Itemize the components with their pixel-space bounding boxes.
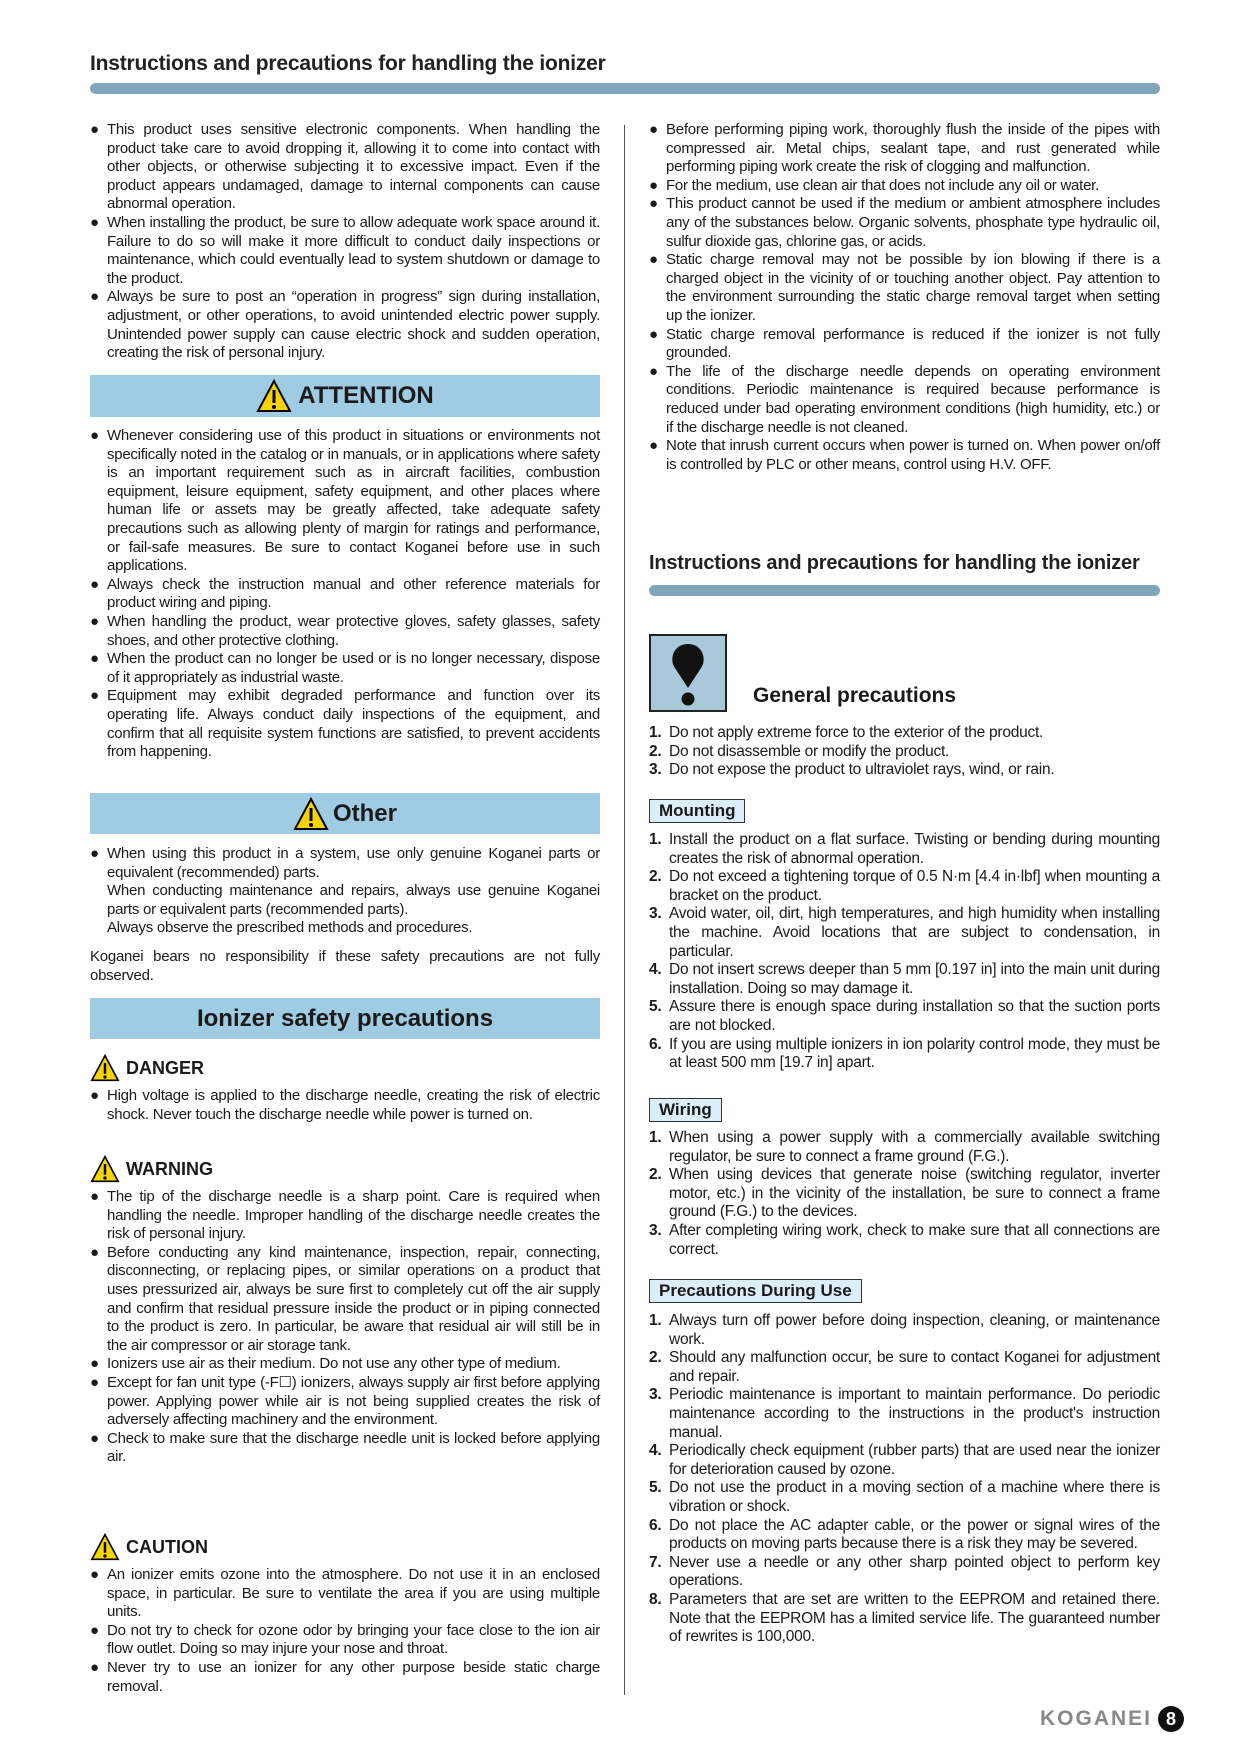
other-item: When conducting maintenance and repairs, always use genuine Koganei parts or equivalent parts (recommended parts).	[107, 882, 600, 918]
list-item: ● Never try to use an ionizer for any other purpose beside static charge removal.	[90, 1659, 600, 1696]
list-item	[649, 743, 1160, 762]
mounting-tag: Mounting	[649, 799, 745, 823]
right-intro-list	[649, 121, 1160, 474]
item-number: 2.	[649, 1349, 662, 1367]
list-item: ● Do not try to check for ozone odor by bringing your face close to the ion air flow outlet. Doing so may injure your nose and throat.	[90, 1622, 600, 1659]
list-item: ● Static charge removal may not be possible by ion blowing if there is a charged object in the vicinity of or touching another object. Pay attention to the environment surrounding the static charge removal target when setting up the ionizer.	[649, 251, 1160, 325]
list-item	[649, 1442, 1160, 1479]
section-title: Instructions and precautions for handling the ionizer	[649, 552, 1140, 574]
item-number: 5.	[649, 1479, 662, 1497]
list-item	[649, 1591, 1160, 1647]
list-item: ● Before conducting any kind maintenance, inspection, repair, connecting, disconnecting, or replacing pipes, or similar operations on a product that uses pressurized air, always be sure first to completely cut off the air supply and confirm that residual pressure inside the product or in piping connected to the product is zero. In particular, be aware that residual air will still be in the air compressor or air storage tank.	[90, 1244, 600, 1356]
item-number: 2.	[649, 1166, 662, 1184]
wiring-list	[649, 1129, 1160, 1259]
list-item: ● An ionizer emits ozone into the atmosphere. Do not use it in an enclosed space, in particular. Be sure to ventilate the area if you are using multiple units.	[90, 1566, 600, 1622]
list-item: ● Equipment may exhibit degraded performance and function over its operating life. Always conduct daily inspections of the equipment, and confirm that all requisite system functions are satisfied, to prevent accidents from happening.	[90, 687, 600, 761]
list-item: ● Before performing piping work, thoroughly flush the inside of the pipes with compressed air. Metal chips, sealant tape, and rust generated while performing piping work create the risk of clogging and malfunction.	[649, 121, 1160, 177]
footer	[1040, 1706, 1184, 1732]
item-text: Always turn off power before doing inspection, cleaning, or maintenance work.	[669, 1312, 1160, 1348]
page-number: 8	[1158, 1706, 1184, 1732]
section-bar	[649, 585, 1160, 596]
item-text: Never use a needle or any other sharp pointed object to perform key operations.	[669, 1553, 1160, 1590]
list-item: ● Whenever considering use of this product in situations or environments not specifically noted in the catalog or in manuals, or in applications where safety is an important requirement such as in aircraft facilities, combustion equipment, leisure equipment, safety equipment, and other places where human life or assets may be greatly affected, take adequate safety precautions such as allowing plenty of margin for ratings and performance, or fail-safe measures. Be sure to contact Koganei before use in such applications.	[90, 427, 600, 576]
item-text: After completing wiring work, check to make sure that all connections are correct.	[669, 1221, 1160, 1258]
warning-title: WARNING	[126, 1158, 213, 1179]
item-number: 4.	[649, 1442, 662, 1460]
list-item: ● Always be sure to post an “operation in progress” sign during installation, adjustment, or other operations, to avoid unintended electric power supply. Unintended power supply can cause electric shock and sudden operation, creating the risk of personal injury.	[90, 288, 600, 362]
item-number: 1.	[649, 1312, 662, 1329]
danger-title: DANGER	[126, 1057, 205, 1078]
list-item: ● For the medium, use clean air that does not include any oil or water.	[649, 177, 1160, 196]
item-text: Periodically check equipment (rubber parts) that are used near the ionizer for deterioration caused by ozone.	[669, 1442, 1160, 1478]
item-text: Avoid water, oil, dirt, high temperatures, and high humidity when installing the machine. Avoid locations that are subject to condensation, in particular.	[669, 905, 1160, 960]
danger-list	[90, 1087, 600, 1124]
column-divider	[624, 125, 625, 1695]
item-number: 1.	[649, 724, 662, 741]
item-number: 2.	[649, 742, 662, 760]
list-item	[649, 1517, 1160, 1554]
item-number: 6.	[649, 1516, 662, 1534]
title-bar	[90, 83, 1160, 94]
disclaimer: Koganei bears no responsibility if these safety precautions are not fully observed.	[90, 948, 600, 984]
caution-title: CAUTION	[126, 1536, 208, 1557]
list-item	[649, 1479, 1160, 1516]
list-item	[649, 961, 1160, 998]
list-item	[649, 1386, 1160, 1442]
item-number: 1.	[649, 831, 662, 848]
item-number: 7.	[649, 1553, 662, 1571]
item-number: 4.	[649, 961, 662, 979]
item-text: Do not exceed a tightening torque of 0.5 N·m [4.4 in·lbf] when mounting a bracket on the product.	[669, 868, 1160, 904]
item-number: 3.	[649, 905, 662, 923]
list-item	[649, 1222, 1160, 1259]
warning-triangle-icon	[256, 379, 292, 413]
ionizer-safety-band	[90, 998, 600, 1039]
list-item: ● When installing the product, be sure to allow adequate work space around it. Failure to do so will make it more difficult to conduct daily inspections or maintenance, which could eventually lead to system shutdown or damage to the product.	[90, 214, 600, 288]
list-item: ● Always check the instruction manual and other reference materials for product wiring and piping.	[90, 576, 600, 613]
list-item: ● Except for fan unit type (-F☐) ionizers, always supply air first before applying power. Applying power while air is not being supplied creates the risk of adversely affecting machinery and the environment.	[90, 1374, 600, 1430]
item-number: 3.	[649, 1221, 662, 1239]
item-text: Periodic maintenance is important to maintain performance. Do periodic maintenance according to the instructions in the product's instruction manual.	[669, 1386, 1160, 1441]
list-item: ● Check to make sure that the discharge needle unit is locked before applying air.	[90, 1430, 600, 1467]
ionizer-safety-title: Ionizer safety precautions	[196, 1004, 494, 1032]
general-list	[649, 724, 1160, 780]
item-text: Do not insert screws deeper than 5 mm [0.197 in] into the main unit during installation. Doing so may damage it.	[669, 961, 1160, 997]
list-item: ● This product cannot be used if the medium or ambient atmosphere includes any of the substances below. Organic solvents, phosphate type hydraulic oil, sulfur dioxide gas, chlorine gas, or acids.	[649, 195, 1160, 251]
attention-list	[90, 427, 600, 762]
item-number: 6.	[649, 1035, 662, 1053]
item-text: If you are using multiple ionizers in ion polarity control mode, they must be at least 500 mm [19.7 in] apart.	[669, 1035, 1160, 1072]
list-item	[649, 1312, 1160, 1349]
list-item: ● When handling the product, wear protective gloves, safety glasses, safety shoes, and other protective clothing.	[90, 613, 600, 650]
item-text: When using devices that generate noise (switching regulator, inverter motor, etc.) in the vicinity of the installation, be sure to connect a frame ground (F.G.) to the devices.	[669, 1166, 1160, 1221]
list-item: ● The life of the discharge needle depends on operating environment conditions. Periodic maintenance is required because performance is reduced under bad operating environment conditions (high humidity, etc.) or if the discharge needle is not cleaned.	[649, 363, 1160, 437]
list-item: ● High voltage is applied to the discharge needle, creating the risk of electric shock. Never touch the discharge needle while power is turned on.	[90, 1087, 600, 1124]
item-text: When using a power supply with a commercially available switching regulator, be sure to connect a frame ground (F.G.).	[669, 1129, 1160, 1165]
list-item	[649, 905, 1160, 961]
item-text: Do not place the AC adapter cable, or the power or signal wires of the products on moving parts because there is a risk they may be severed.	[669, 1516, 1160, 1553]
list-item: ● This product uses sensitive electronic components. When handling the product take care to avoid dropping it, allowing it to come into contact with other objects, or otherwise subjecting it to excessive impact. Even if the product appears undamaged, damage to internal components can cause abnormal operation.	[90, 121, 600, 214]
other-list	[90, 845, 600, 938]
item-text: Should any malfunction occur, be sure to contact Koganei for adjustment and repair.	[669, 1349, 1160, 1385]
item-text: Do not disassemble or modify the product.	[669, 742, 950, 760]
list-item	[649, 1129, 1160, 1166]
exclamation-icon	[649, 634, 727, 712]
list-item	[649, 761, 1160, 780]
other-title: Other	[332, 799, 397, 827]
warning-list	[90, 1188, 600, 1467]
list-item: ● When the product can no longer be used or is no longer necessary, dispose of it appropriately as industrial waste.	[90, 650, 600, 687]
item-number: 5.	[649, 998, 662, 1016]
page-title: Instructions and precautions for handling the ionizer	[90, 52, 606, 75]
caution-list	[90, 1566, 600, 1696]
item-text: Do not expose the product to ultraviolet rays, wind, or rain.	[669, 761, 1055, 779]
intro-list	[90, 121, 600, 363]
other-band	[90, 793, 600, 834]
warning-heading	[90, 1155, 213, 1183]
attention-title: ATTENTION	[298, 382, 434, 409]
koganei-logo: KOGANEI	[1040, 1707, 1153, 1730]
list-item	[649, 868, 1160, 905]
item-text: Parameters that are set are written to the EEPROM and retained there. Note that the EEPROM has a limited service life. The guaranteed number of rewrites is 100,000.	[669, 1590, 1160, 1646]
list-item: ● Ionizers use air as their medium. Do not use any other type of medium.	[90, 1355, 600, 1374]
other-item: Always observe the prescribed methods and procedures.	[107, 919, 473, 937]
warning-triangle-icon	[90, 1155, 120, 1183]
use-list	[649, 1312, 1160, 1647]
wiring-tag: Wiring	[649, 1098, 722, 1122]
item-number: 3.	[649, 1386, 662, 1404]
warning-triangle-icon	[90, 1054, 120, 1082]
list-item	[649, 724, 1160, 743]
list-item	[649, 998, 1160, 1035]
item-text: Do not apply extreme force to the exterior of the product.	[669, 724, 1044, 741]
list-item	[649, 831, 1160, 868]
mounting-list	[649, 831, 1160, 1073]
warning-triangle-icon	[293, 797, 329, 831]
list-item: ● Static charge removal performance is reduced if the ionizer is not fully grounded.	[649, 326, 1160, 363]
item-text: Do not use the product in a moving section of a machine where there is vibration or shock.	[669, 1479, 1160, 1515]
list-item	[649, 1036, 1160, 1073]
other-item: ● When using this product in a system, use only genuine Koganei parts or equivalent (recommended) parts.	[90, 845, 600, 882]
list-item: ● The tip of the discharge needle is a sharp point. Care is required when handling the needle. Improper handling of the discharge needle creates the risk of personal injury.	[90, 1188, 600, 1244]
list-item: ● Note that inrush current occurs when power is turned on. When power on/off is controlled by PLC or other means, control using H.V. OFF.	[649, 437, 1160, 474]
item-number: 3.	[649, 761, 662, 779]
caution-heading	[90, 1533, 208, 1561]
list-item	[649, 1349, 1160, 1386]
attention-band	[90, 375, 600, 417]
general-precautions-title: General precautions	[753, 684, 957, 707]
list-item	[649, 1554, 1160, 1591]
item-text: Assure there is enough space during installation so that the suction ports are not blocked.	[669, 998, 1160, 1034]
list-item	[649, 1166, 1160, 1222]
item-text: Install the product on a flat surface. Twisting or bending during mounting creates the risk of abnormal operation.	[669, 831, 1160, 867]
danger-heading	[90, 1054, 204, 1082]
item-number: 2.	[649, 868, 662, 886]
item-number: 1.	[649, 1129, 662, 1146]
item-number: 8.	[649, 1590, 662, 1608]
warning-triangle-icon	[90, 1533, 120, 1561]
precautions-during-use-tag: Precautions During Use	[649, 1279, 862, 1303]
